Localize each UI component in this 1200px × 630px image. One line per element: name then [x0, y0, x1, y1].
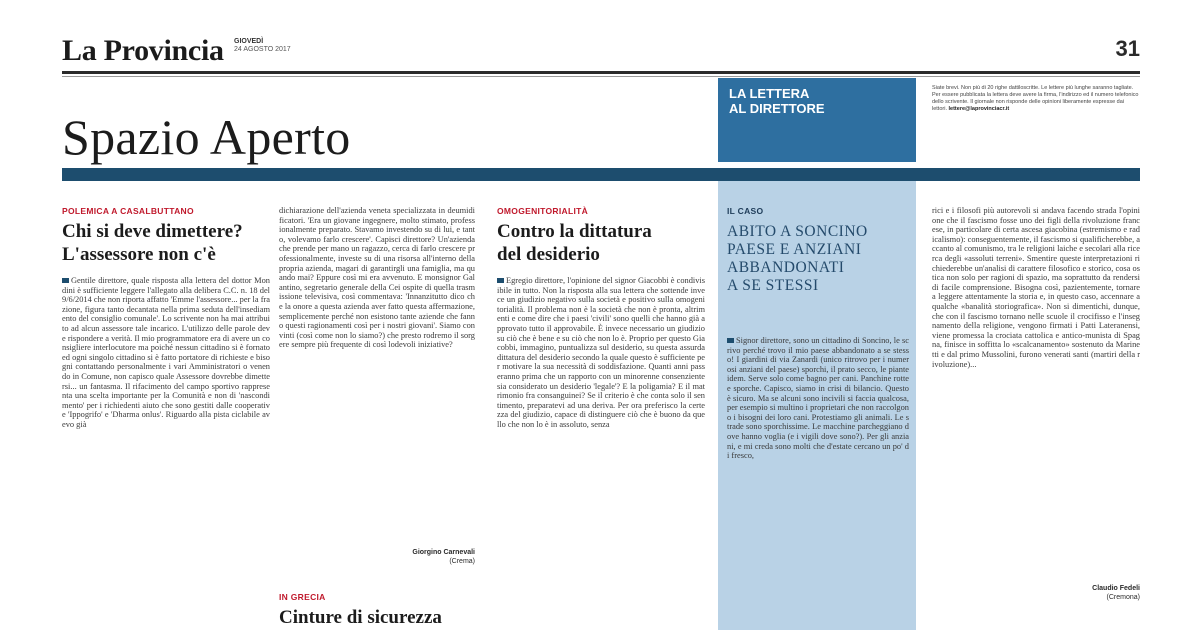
article1-author: Giorgino Carnevali: [412, 549, 475, 556]
article3-text: sono un cittadino di Soncino, le scrivo perché trovo il mio paese abbandonato a se stesso! I giardini di via Zanardi (unico ritrovo per i numerosi anziani del paese) sporchi, il prato secco, le piante idem. Serve solo come bagno per cani. Panchine rotte e sporche. Capisco, siamo in crisi di bilancio. Questo è sicuro. Ma se alcuni sono incivili si faccia qualcosa, per esempio si multino i proprietari che non raccolgono i bisogni dei loro cani. Protestiamo gli animali. Le strade sono sporchissime. Le macchine parcheggiano dove hanno voglia (e i vigili dove sono?). Per gli anziani, e mi creda sono molti che d'estate cercano un po' di fresco,: [727, 336, 909, 461]
lettera-line2: AL DIRETTORE: [729, 101, 825, 116]
article2-body: [497, 276, 705, 628]
section-title: Spazio Aperto: [62, 109, 351, 165]
page-number: 31: [1115, 36, 1140, 61]
article1-headline-line1: Chi si deve dimettere?: [62, 221, 243, 242]
article1-headline: [62, 220, 272, 266]
article3-signature: [932, 584, 1140, 602]
article1-headline-line2: L'assessore non c'è: [62, 244, 216, 265]
issue-day: GIOVEDÌ: [234, 38, 264, 45]
submission-email[interactable]: lettere@laprovinciacr.it: [948, 106, 1010, 112]
article3-kicker: IL CASO: [727, 206, 764, 216]
top-rule-thin: [62, 76, 1140, 77]
article3-headline-line4: A SE STESSI: [727, 277, 819, 294]
article2-text: l'opinione del signor Giacobbi è condivisibile in tutto. Non la risposta alla sua lettera che sottende invece un giudizio negativo sulla società e positivo sulla omogenitorialità. Il problema non è la società che non è pronta, altrimenti e come dire che i paesi 'civili' sono quelli che hanno già approvato tutto il approvabile. È invece necessario un giudizio su ciò che è bene e su ciò che non lo è. Proprio per questo Giacobbi, immagino, puntualizza sul desiderio, su questa assurda dittatura del desiderio secondo la quale questo è sufficiente per motivare la sua necessità di soddisfazione. Quanti anni passeranno prima che un rapporto con un minorenne consenziente sia considerato un desiderio 'legale'? E la poligamia? E il matrimonio fra consanguinei? Se il criterio è che conta solo il sentimento, preparatevi ad una deriva. Per ora preferisco la certezza del giudizio, capace di distinguere ciò che è buono da quello che non lo è in assoluto, senza: [497, 276, 705, 429]
article3-place: (Cremona): [1106, 594, 1140, 601]
article3-text-cont: rici e i filosofi più autorevoli si andava facendo strada l'opinione che il fascismo fosse uno dei figli della rivoluzione francese, in particolare di certa ascesa giacobina (estremismo e radicalismo): conseguentemente, il fascismo si qualificherebbe, accanto al comunismo, tra le religioni laiche e secolari alla ricerca degli «assoluti terreni». Smentire queste interpretazioni richiederebbe un'analisi di carattere filosofico e storico, cosa ostica non solo per ragioni di spazio, ma soprattutto da rendersi di facile comprensione. Bisogna così, pazientemente, tornare a leggere attentamente la storia e, in questo caso, accennare a qualche «banalità storiografica». Non si dimentichi, dunque, che con il fascismo tornano nelle scuole il crocifisso e l'insegnamento della religione, vengono firmati i Patti Lateranensi, viene promessa la crociata cattolica e antico-munista di Spagna, finisce in soffitta lo «scalcanamento» sostenuto da Marinetti e dal primo Mussolini, furono venerati santi (martiri della rivoluzione)...: [932, 206, 1140, 369]
article3-headline-line1: ABITO A SONCINO: [727, 223, 868, 240]
article3-headline-line2: PAESE E ANZIANI: [727, 241, 862, 258]
article2-kicker: OMOGENITORIALITÀ: [497, 206, 589, 216]
article1-kicker: POLEMICA A CASALBUTTANO: [62, 206, 194, 216]
article3-author: Claudio Fedeli: [1092, 585, 1140, 592]
lettera-line1: LA LETTERA: [729, 86, 810, 101]
article1-text-cont: dichiarazione dell'azienda veneta specializzata in deumidificatori. 'Era un giovane ingegnere, molto stimato, professionalmente preparato. Stavamo investendo su di lui, e tanto, volevamo farlo crescere'. Capisci direttore? Un'azienda che prende per mano un ragazzo, cerca di farlo crescere professionalmente, investe su di una risorsa all'interno della propria azienda, magari di garantirgli una famiglia, ma quando mai? Eppure così mi era avvenuto. E monsignor Galantino, segretario generale della Cei ospite di quella trasmissione televisiva, così commentava: 'Innanzitutto dico che la onore a questa azienda aver fatto questa affermazione, semplicemente perché non esistono tante aziende che fanno questi ragionamenti così per i nostri giovani'. Siamo convinti (così come non lo siamo?) che presto rodremo il sorgere sempre più frequente di così lodevoli iniziative?: [279, 206, 475, 350]
submission-info: [932, 85, 1140, 113]
article1-text: quale risposta alla lettera del dottor Mondini è sufficiente leggere l'allegato alla delibera C.C. n. 18 del 9/6/2014 che non riporta affatto 'Emme l'assessore... per la frazione, figura tanto decantata nella prima seduta dell'insediamento del consiglio comunale'. Lo scrivente non ha mai attribuito ad alcun assessore tale incarico. L'utilizzo delle parole deve rispondere a verità. Il mio programmatore era di avere un consigliere interlocutore ma poiché nessun cittadino si è fornato ed ogni singolo cittadino si è fatto portatore di richieste e bisogni contattando personalmente i vari Amministratori o venendo in Comune, non capisco quale Assessore dovrebbe dimettersi... un fantasma. Il rifacimento del campo sportivo rappresenta una scelta importante per la Comunità e non di 'nascondimento' per i richiedenti aiuto che sono gestiti dalle cooperative 'Ippogrifo' e 'Dharma onlus'. Riguardo alla pista ciclabile avevo già: [62, 276, 270, 429]
article3-body-col2: [932, 206, 1140, 576]
article2-headline: [497, 220, 707, 266]
article3-body-col1: [727, 336, 909, 628]
newspaper-name: La Provincia: [62, 34, 224, 67]
top-rule: [62, 71, 1140, 74]
article3-headline-line3: ABBANDONATI: [727, 259, 845, 276]
submission-rules: Siate brevi. Non più di 20 righe dattiloscritte. Le lettere più lunghe saranno tagliate. Per essere pubblicata la lettera deve avere la firma, l'indirizzo ed il numero telefonico dello scrivente. Il giornale non risponde delle opinioni liberamente espresse dai lettori.: [932, 85, 1139, 112]
article3-lead: Signor direttore,: [727, 336, 791, 345]
lettera-label: [729, 86, 825, 116]
section-band: [62, 168, 1140, 181]
issue-date: [234, 38, 291, 54]
article1-lead: Gentile direttore,: [62, 276, 129, 285]
article2-headline-line2: del desiderio: [497, 244, 600, 265]
issue-date-text: 24 AGOSTO 2017: [234, 46, 291, 53]
article1-body-col1: [62, 276, 270, 628]
article1-signature: [279, 548, 475, 566]
article1-place: (Crema): [449, 558, 475, 565]
grecia-headline: Cinture di sicurezza: [279, 607, 442, 628]
article2-headline-line1: Contro la dittatura: [497, 221, 652, 242]
article1-body-col2: [279, 206, 475, 540]
grecia-kicker: IN GRECIA: [279, 592, 326, 602]
article3-headline: [727, 223, 912, 295]
article2-lead: Egregio direttore,: [497, 276, 565, 285]
